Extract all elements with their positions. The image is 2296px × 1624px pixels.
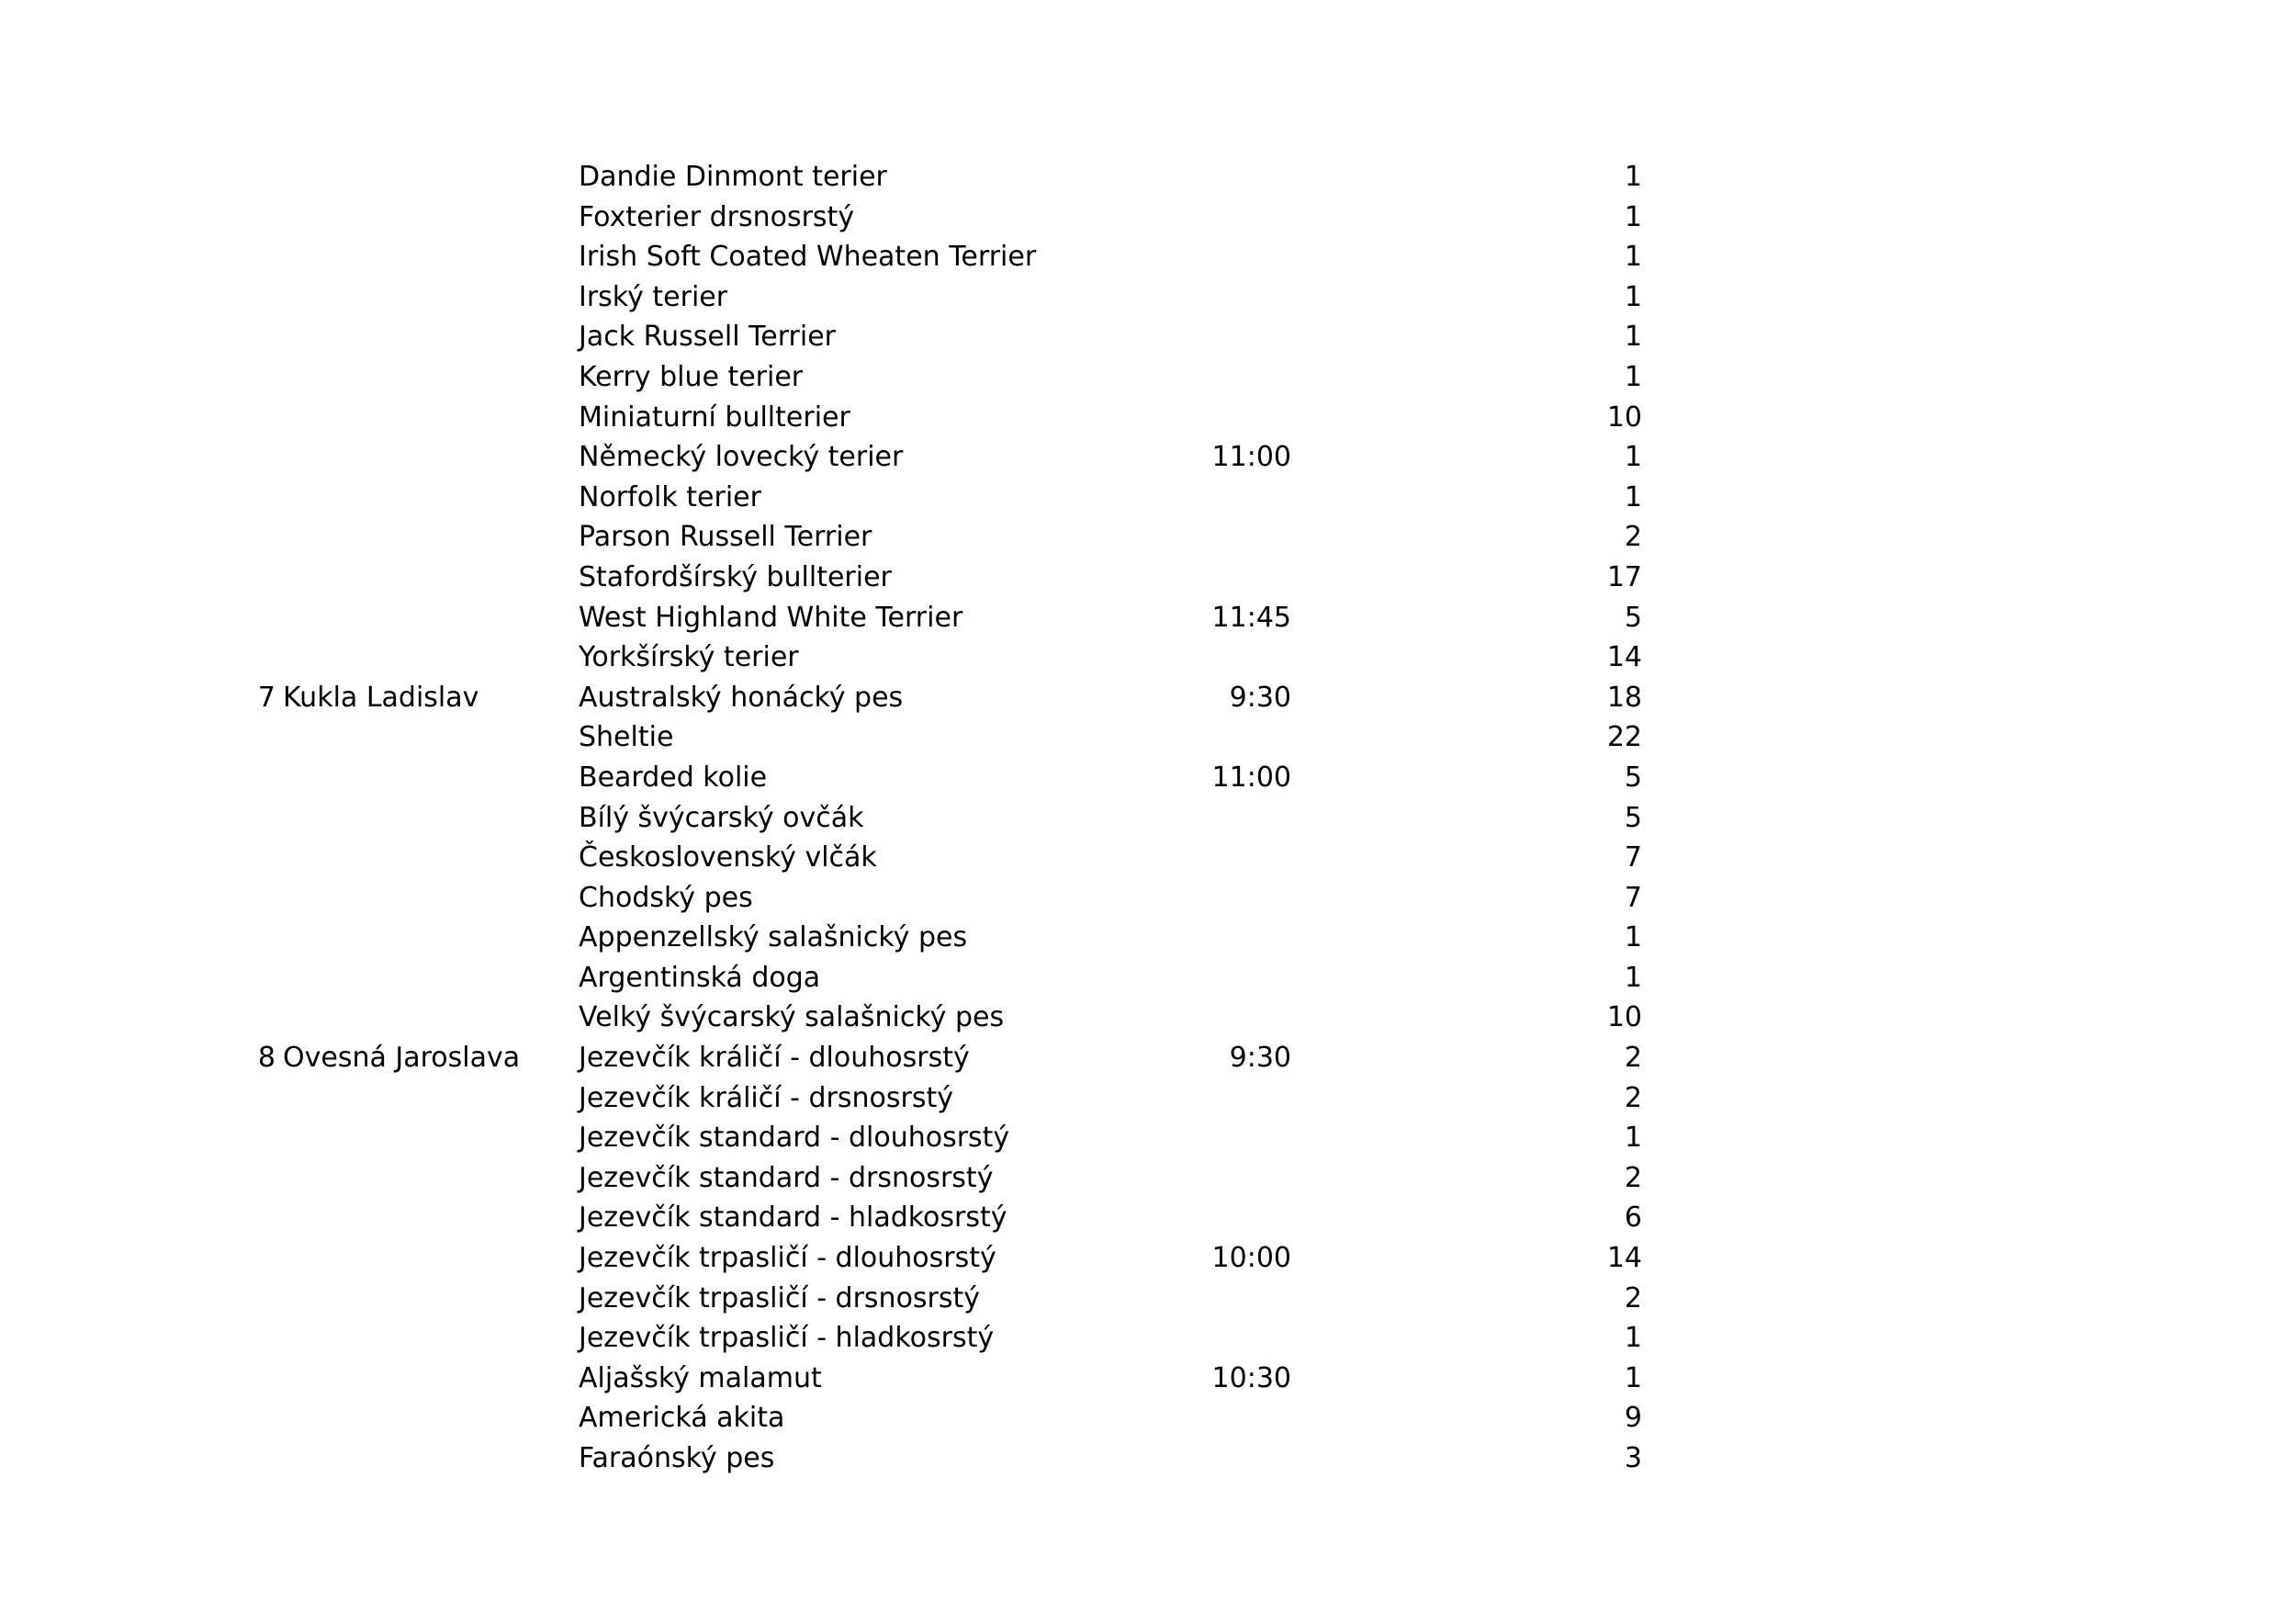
table-row	[248, 1279, 1642, 1319]
entry-count: 2	[1624, 1042, 1642, 1075]
entry-count: 9	[1624, 1402, 1642, 1435]
start-time: 9:30	[1229, 1042, 1291, 1075]
table-row	[248, 1118, 1642, 1158]
table-row	[248, 798, 1642, 839]
start-time: 10:30	[1211, 1361, 1291, 1394]
breed-name: Argentinská doga	[579, 961, 821, 994]
entry-count: 5	[1624, 801, 1642, 834]
entry-count: 1	[1624, 480, 1642, 513]
table-row	[248, 678, 1642, 718]
entry-count: 1	[1624, 1122, 1642, 1155]
start-time: 11:00	[1211, 441, 1291, 474]
schedule-table	[248, 157, 1642, 1479]
breed-name: Jezevčík trpasličí - dlouhosrstý	[579, 1242, 996, 1275]
breed-name: Irish Soft Coated Wheaten Terrier	[579, 241, 1037, 274]
entry-count: 7	[1624, 841, 1642, 874]
table-row	[248, 598, 1642, 638]
table-row	[248, 1158, 1642, 1199]
entry-count: 2	[1624, 1281, 1642, 1314]
table-row	[248, 1398, 1642, 1438]
entry-count: 5	[1624, 601, 1642, 634]
table-row	[248, 317, 1642, 357]
breed-name: Německý lovecký terier	[579, 441, 904, 474]
entry-count: 14	[1606, 641, 1642, 674]
entry-count: 1	[1624, 360, 1642, 393]
table-row	[248, 558, 1642, 598]
table-row	[248, 157, 1642, 197]
entry-count: 2	[1624, 521, 1642, 554]
table-row	[248, 517, 1642, 558]
table-row	[248, 357, 1642, 398]
breed-name: Jezevčík králičí - drsnosrstý	[579, 1081, 953, 1114]
breed-name: Jezevčík trpasličí - drsnosrstý	[579, 1281, 981, 1314]
breed-name: Faraónský pes	[579, 1442, 775, 1474]
judge-name: Kukla Ladislav	[283, 681, 479, 714]
breed-name: Jezevčík standard - drsnosrstý	[579, 1161, 994, 1194]
breed-name: Bearded kolie	[579, 761, 768, 794]
entry-count: 1	[1624, 1361, 1642, 1394]
breed-name: Jezevčík králičí - dlouhosrstý	[579, 1042, 970, 1075]
table-row	[248, 958, 1642, 998]
entry-count: 18	[1606, 681, 1642, 714]
table-row	[248, 277, 1642, 318]
breed-name: Jezevčík standard - dlouhosrstý	[579, 1122, 1010, 1155]
entry-count: 10	[1606, 1001, 1642, 1034]
table-row	[248, 717, 1642, 758]
judge-name: Ovesná Jaroslava	[283, 1042, 521, 1075]
breed-name: Chodský pes	[579, 881, 753, 914]
table-row	[248, 998, 1642, 1038]
entry-count: 1	[1624, 961, 1642, 994]
breed-name: Appenzellský salašnický pes	[579, 921, 968, 954]
ring-number: 7	[257, 681, 276, 714]
table-row	[248, 1318, 1642, 1359]
table-row	[248, 878, 1642, 919]
breed-name: Velký švýcarský salašnický pes	[579, 1001, 1005, 1034]
table-row	[248, 437, 1642, 478]
table-row	[248, 1078, 1642, 1119]
breed-name: Bílý švýcarský ovčák	[579, 801, 864, 834]
breed-name: Československý vlčák	[579, 841, 877, 874]
entry-count: 1	[1624, 280, 1642, 313]
entry-count: 5	[1624, 761, 1642, 794]
table-row	[248, 637, 1642, 678]
entry-count: 1	[1624, 1322, 1642, 1355]
breed-name: Yorkšírský terier	[579, 641, 799, 674]
entry-count: 1	[1624, 321, 1642, 354]
entry-count: 1	[1624, 921, 1642, 954]
breed-name: Stafordšírský bullterier	[579, 560, 892, 593]
breed-name: Jack Russell Terrier	[579, 321, 837, 354]
entry-count: 2	[1624, 1081, 1642, 1114]
entry-count: 22	[1606, 721, 1642, 754]
breed-name: Dandie Dinmont terier	[579, 161, 887, 193]
breed-name: Irský terier	[579, 280, 728, 313]
breed-name: Sheltie	[579, 721, 674, 754]
breed-name: Americká akita	[579, 1402, 785, 1435]
breed-name: Norfolk terier	[579, 480, 761, 513]
start-time: 11:00	[1211, 761, 1291, 794]
entry-count: 6	[1624, 1201, 1642, 1235]
table-row	[248, 1359, 1642, 1399]
breed-name: Parson Russell Terrier	[579, 521, 872, 554]
table-row	[248, 398, 1642, 438]
entry-count: 17	[1606, 560, 1642, 593]
start-time: 11:45	[1211, 601, 1291, 634]
table-row	[248, 838, 1642, 878]
table-row	[248, 197, 1642, 238]
breed-name: Foxterier drsnosrstý	[579, 200, 855, 233]
breed-name: Kerry blue terier	[579, 360, 804, 393]
start-time: 10:00	[1211, 1242, 1291, 1275]
table-row	[248, 918, 1642, 958]
entry-count: 2	[1624, 1161, 1642, 1194]
table-row	[248, 1038, 1642, 1078]
entry-count: 1	[1624, 161, 1642, 193]
entry-count: 1	[1624, 200, 1642, 233]
table-row	[248, 1238, 1642, 1279]
breed-name: Australský honácký pes	[579, 681, 904, 714]
ring-number: 8	[257, 1042, 276, 1075]
breed-name: Miniaturní bullterier	[579, 400, 850, 434]
breed-name: West Highland White Terrier	[579, 601, 963, 634]
entry-count: 10	[1606, 400, 1642, 434]
entry-count: 3	[1624, 1442, 1642, 1474]
table-row	[248, 758, 1642, 798]
breed-name: Aljašský malamut	[579, 1361, 822, 1394]
table-row	[248, 478, 1642, 518]
breed-name: Jezevčík standard - hladkosrstý	[579, 1201, 1007, 1235]
entry-count: 7	[1624, 881, 1642, 914]
start-time: 9:30	[1229, 681, 1291, 714]
table-row	[248, 1198, 1642, 1238]
entry-count: 1	[1624, 241, 1642, 274]
table-row	[248, 237, 1642, 277]
breed-name: Jezevčík trpasličí - hladkosrstý	[579, 1322, 995, 1355]
table-row	[248, 1438, 1642, 1479]
entry-count: 1	[1624, 441, 1642, 474]
entry-count: 14	[1606, 1242, 1642, 1275]
